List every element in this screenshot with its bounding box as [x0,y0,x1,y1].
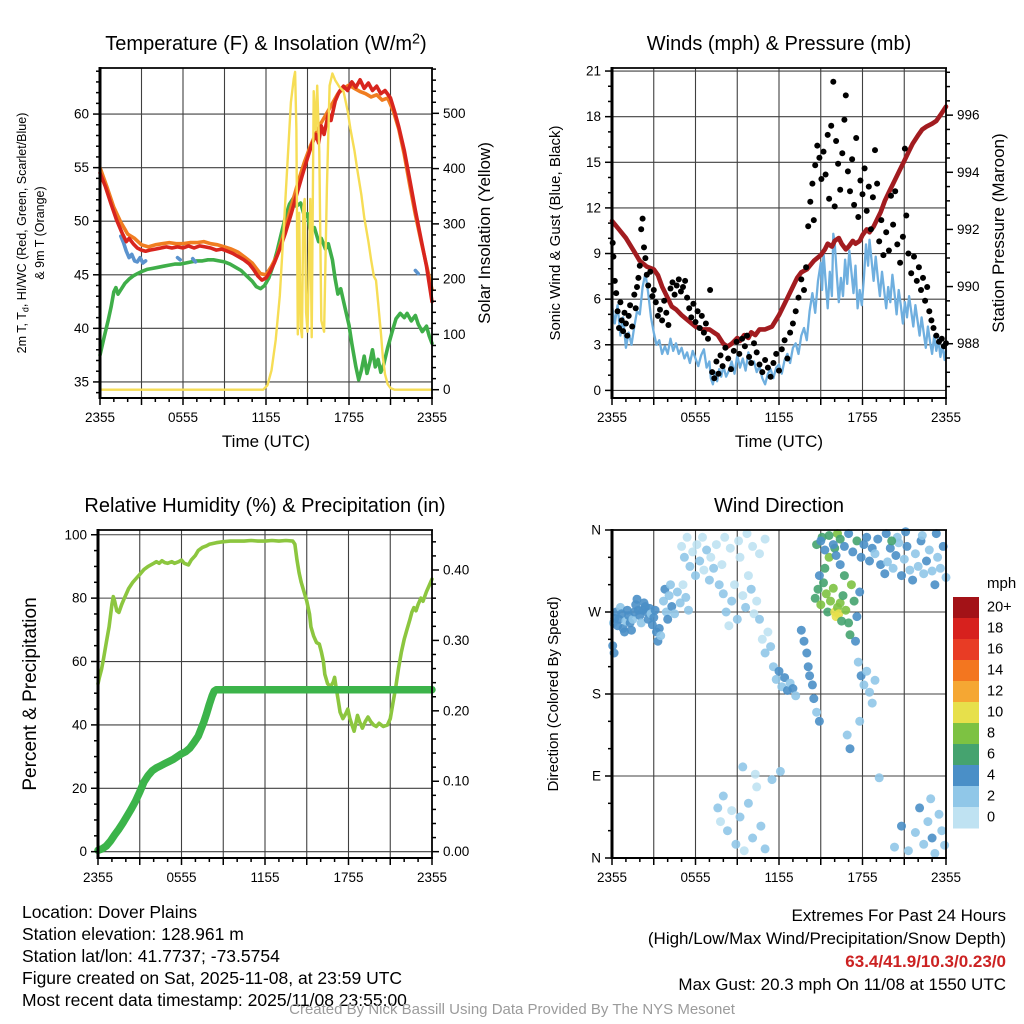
svg-text:0.40: 0.40 [443,562,470,578]
svg-text:500: 500 [443,105,466,121]
svg-text:& 9m T (Orange): & 9m T (Orange) [33,186,47,280]
svg-text:0555: 0555 [166,870,197,885]
svg-text:Wind Direction: Wind Direction [713,495,845,517]
svg-text:2355: 2355 [84,410,116,425]
max-gust: Max Gust: 20.3 mph On 11/08 at 1550 UTC [678,975,1006,994]
svg-text:Sonic Wind & Gust (Blue, Black: Sonic Wind & Gust (Blue, Black) [547,125,564,341]
svg-text:2m T, Td, HI/WC (Red, Green, S: 2m T, Td, HI/WC (Red, Green, Scarlet/Blue) [15,112,31,354]
svg-text:2355: 2355 [930,870,962,885]
winds-pressure-chart [547,33,1008,451]
svg-text:0.10: 0.10 [443,773,470,789]
svg-text:0.00: 0.00 [443,844,470,860]
svg-text:9: 9 [593,246,601,262]
svg-text:50: 50 [73,213,89,229]
svg-text:Direction (Colored By Speed): Direction (Colored By Speed) [545,596,562,792]
svg-text:55: 55 [73,160,89,176]
svg-text:20: 20 [71,780,87,796]
svg-text:40: 40 [71,717,87,733]
svg-text:2355: 2355 [416,870,448,885]
station-latlon: Station lat/lon: 41.7737; -73.5754 [22,946,280,966]
svg-text:W: W [588,604,601,620]
svg-text:0: 0 [443,382,451,398]
svg-text:10: 10 [987,704,1004,721]
svg-text:12: 12 [585,200,601,216]
temperature-insolation-chart [15,31,494,451]
svg-text:21: 21 [585,63,601,79]
svg-text:18: 18 [585,109,601,125]
svg-text:0555: 0555 [680,870,711,885]
svg-text:60: 60 [73,106,89,122]
svg-text:1155: 1155 [251,410,281,425]
svg-text:12: 12 [987,683,1004,700]
svg-text:Station Pressure (Maroon): Station Pressure (Maroon) [989,133,1008,333]
svg-text:1155: 1155 [764,410,794,425]
svg-text:Winds (mph) & Pressure (mb): Winds (mph) & Pressure (mb) [646,33,912,55]
svg-text:100: 100 [64,527,87,543]
svg-text:0555: 0555 [680,410,711,425]
data-timestamp: Most recent data timestamp: 2025/11/08 23:55:00 [22,990,407,1010]
svg-text:S: S [591,686,601,702]
svg-text:1755: 1755 [847,870,878,885]
svg-text:2355: 2355 [596,870,628,885]
svg-text:Relative Humidity (%) & Precip: Relative Humidity (%) & Precipitation (in) [84,495,446,517]
station-info [22,901,407,1011]
svg-text:0555: 0555 [167,410,199,425]
svg-text:0: 0 [593,382,601,398]
svg-text:Time (UTC): Time (UTC) [221,432,311,451]
svg-text:994: 994 [957,164,980,180]
extremes-title: Extremes For Past 24 Hours [791,906,1006,925]
extremes-values: 63.4/41.9/10.3/0.23/0 [845,952,1006,971]
svg-text:4: 4 [987,767,996,784]
svg-text:2355: 2355 [596,410,628,425]
svg-text:Percent & Precipitation: Percent & Precipitation [20,597,41,791]
svg-text:1155: 1155 [764,870,794,885]
svg-text:mph: mph [987,575,1017,592]
figure-created: Figure created on Sat, 2025-11-08, at 23:59 UTC [22,968,403,988]
svg-text:1755: 1755 [333,870,364,885]
svg-text:45: 45 [73,267,89,283]
wind-direction-chart [545,495,1016,885]
svg-text:300: 300 [443,216,466,232]
station-location: Location: Dover Plains [22,902,198,922]
svg-text:0.20: 0.20 [443,703,470,719]
station-elevation: Station elevation: 128.961 m [22,924,244,944]
svg-text:18: 18 [987,620,1004,637]
wind-speed-colorbar [953,575,1016,829]
svg-text:6: 6 [593,291,601,307]
svg-text:Time (UTC): Time (UTC) [734,432,824,451]
svg-text:2355: 2355 [930,410,962,425]
svg-text:0.30: 0.30 [443,632,470,648]
svg-text:E: E [591,768,601,784]
svg-text:2355: 2355 [82,870,114,885]
svg-text:N: N [591,850,601,866]
svg-text:2355: 2355 [416,410,448,425]
svg-text:1155: 1155 [250,870,280,885]
humidity-precipitation-chart [20,495,469,885]
svg-text:20+: 20+ [987,599,1012,616]
svg-text:Solar Insolation (Yellow): Solar Insolation (Yellow) [475,142,494,324]
svg-text:988: 988 [957,336,980,352]
svg-text:992: 992 [957,221,980,237]
extremes-info [648,904,1006,996]
svg-text:100: 100 [443,326,466,342]
svg-text:1755: 1755 [333,410,365,425]
svg-text:35: 35 [73,374,89,390]
svg-text:3: 3 [593,337,601,353]
svg-text:60: 60 [71,654,87,670]
svg-text:990: 990 [957,279,980,295]
svg-text:Temperature (F) & Insolation (: Temperature (F) & Insolation $(W/m^2)$ [105,31,427,55]
svg-text:0: 0 [987,809,996,826]
svg-text:2: 2 [987,788,996,805]
svg-text:15: 15 [585,154,601,170]
svg-text:200: 200 [443,271,466,287]
svg-text:1755: 1755 [847,410,878,425]
extremes-subtitle: (High/Low/Max Wind/Precipitation/Snow Depth) [647,929,1006,948]
svg-text:0: 0 [79,844,87,860]
svg-text:6: 6 [987,746,996,763]
svg-text:N: N [591,522,601,538]
svg-text:16: 16 [987,641,1004,658]
svg-text:14: 14 [987,662,1004,679]
svg-text:996: 996 [957,107,980,123]
credit-line: Created By Nick Bassill Using Data Provided By The NYS Mesonet [289,1001,735,1018]
svg-text:40: 40 [73,320,89,336]
svg-text:80: 80 [71,590,87,606]
svg-text:400: 400 [443,161,466,177]
svg-text:8: 8 [987,725,996,742]
